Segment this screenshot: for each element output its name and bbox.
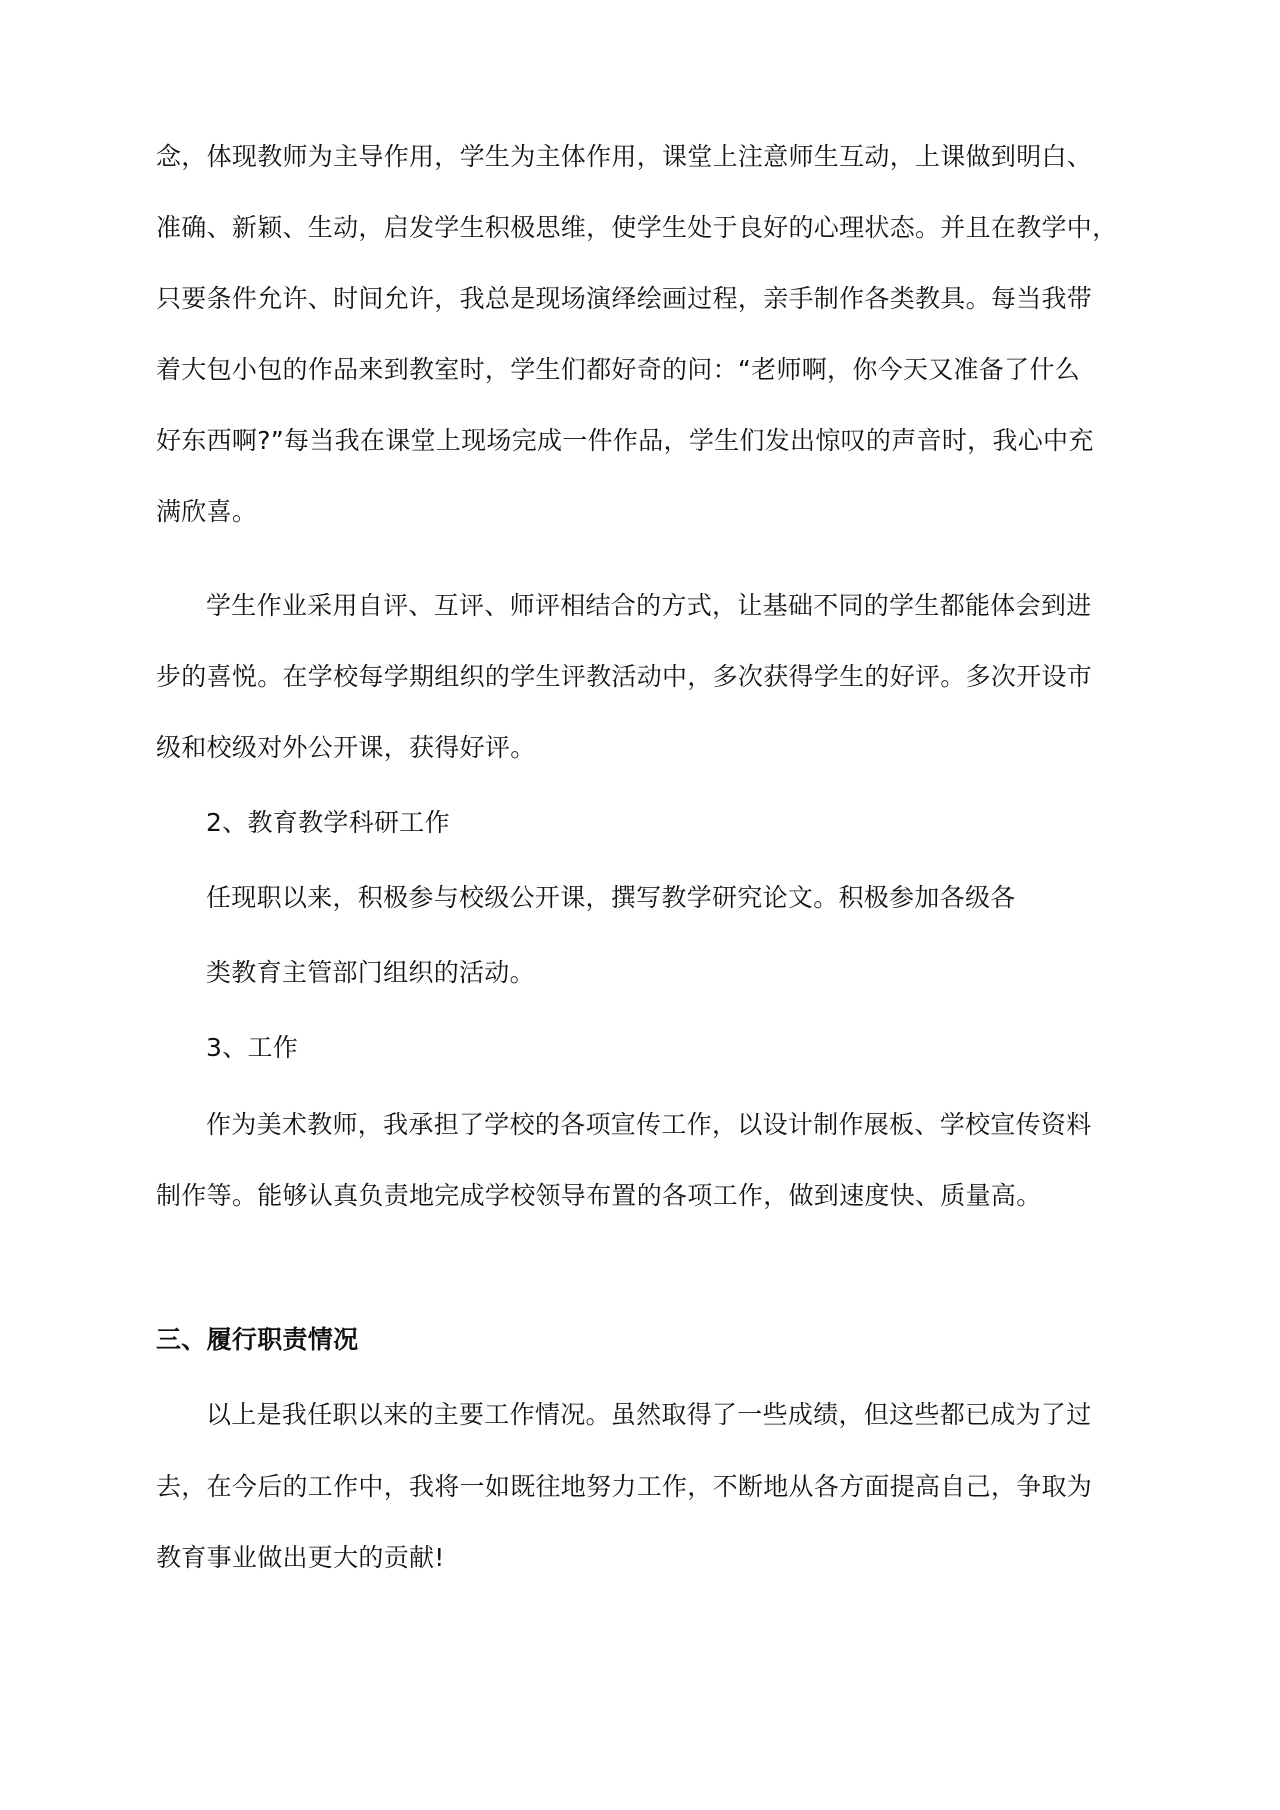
paragraph-line: 类教育主管部门组织的活动。 (206, 958, 535, 987)
section3-title: 3、工作 (206, 1033, 299, 1062)
paragraph-line: 以上是我任职以来的主要工作情况。虽然取得了一些成绩，但这些都已成为了过 (206, 1400, 1092, 1429)
paragraph-line: 念，体现教师为主导作用，学生为主体作用，课堂上注意师生互动，上课做到明白、 (156, 142, 1093, 171)
paragraph-line: 满欣喜。 (156, 497, 258, 526)
paragraph-line: 去，在今后的工作中，我将一如既往地努力工作，不断地从各方面提高自己，争取为 (156, 1472, 1093, 1501)
paragraph-line: 准确、新颖、生动，启发学生积极思维，使学生处于良好的心理状态。并且在教学中， (156, 213, 1118, 242)
part3-heading: 三、履行职责情况 (156, 1325, 359, 1354)
paragraph-line: 步的喜悦。在学校每学期组织的学生评教活动中，多次获得学生的好评。多次开设市 (156, 662, 1093, 691)
paragraph-line: 任现职以来，积极参与校级公开课，撰写教学研究论文。积极参加各级各 (206, 883, 1016, 912)
paragraph-line: 作为美术教师，我承担了学校的各项宣传工作，以设计制作展板、学校宣传资料 (206, 1110, 1092, 1139)
paragraph-line: 好东西啊?”每当我在课堂上现场完成一件作品，学生们发出惊叹的声音时，我心中充 (156, 426, 1094, 455)
section2-title: 2、教育教学科研工作 (206, 808, 450, 837)
paragraph-line: 着大包小包的作品来到教室时，学生们都好奇的问：“老师啊，你今天又准备了什么 (156, 355, 1081, 384)
paragraph-line: 级和校级对外公开课，获得好评。 (156, 733, 536, 762)
paragraph-line: 制作等。能够认真负责地完成学校领导布置的各项工作，做到速度快、质量高。 (156, 1181, 1042, 1210)
paragraph-line: 教育事业做出更大的贡献! (156, 1543, 445, 1572)
paragraph-line: 学生作业采用自评、互评、师评相结合的方式，让基础不同的学生都能体会到进 (206, 591, 1092, 620)
paragraph-line: 只要条件允许、时间允许，我总是现场演绎绘画过程，亲手制作各类教具。每当我带 (156, 284, 1093, 313)
